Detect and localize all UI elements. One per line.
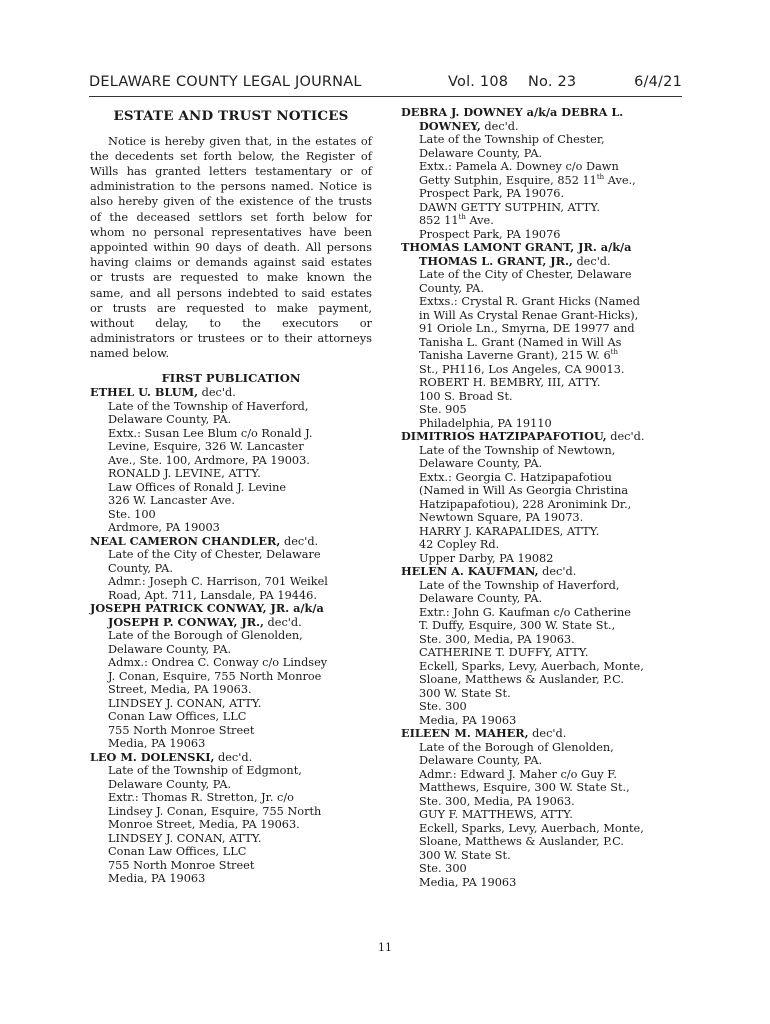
entry-line: Delaware County, PA. [108, 642, 232, 656]
entry-line: 755 North Monroe Street [108, 723, 255, 737]
entry-line: 300 W. State St. [419, 686, 511, 700]
entry-line: Ardmore, PA 19003 [108, 521, 220, 535]
entry-line: Philadelphia, PA 19110 [419, 416, 552, 430]
entry-line: Admr.: Joseph C. Harrison, 701 Weikel [108, 575, 328, 589]
entry-line: Extr.: Thomas R. Stretton, Jr. c/o [108, 791, 294, 805]
decedent-name-text: HELEN A. KAUFMAN, [401, 564, 539, 578]
entry-line: Admx.: Ondrea C. Conway c/o Lindsey [108, 656, 328, 670]
decedent-name [401, 727, 683, 741]
entry-line: Ste. 300 [419, 862, 467, 875]
decedent-name-text: DEBRA J. DOWNEY a/k/a DEBRA L. DOWNEY, [401, 105, 624, 133]
journal-header [89, 74, 682, 96]
entry-line: LINDSEY J. CONAN, ATTY. [108, 696, 262, 710]
entry-line: Delaware County, PA. [419, 592, 543, 605]
decedent-name [401, 565, 683, 579]
volume-label: Vol. 108 [448, 74, 509, 90]
entry-line: Late of the Township of Chester, [419, 133, 605, 146]
deceased-marker: dec'd. [198, 386, 236, 400]
entry-line: GUY F. MATTHEWS, ATTY. [419, 808, 573, 821]
entry-line: Extxs.: Crystal R. Grant Hicks (Named [419, 295, 640, 308]
deceased-marker: dec'd. [606, 430, 645, 443]
estate-entry [401, 727, 683, 889]
deceased-marker: dec'd. [214, 750, 253, 764]
issue-number: No. 23 [528, 74, 577, 90]
entry-line: J. Conan, Esquire, 755 North Monroe [108, 669, 322, 683]
entry-line: Getty Sutphin, Esquire, 852 11th Ave., [419, 172, 636, 187]
entry-line: Tanisha Laverne Grant), 215 W. 6th [419, 348, 618, 362]
decedent-name-text: DIMITRIOS HATZIPAPAFOTIOU, [401, 429, 607, 443]
entry-line: Street, Media, PA 19063. [108, 683, 252, 697]
entry-line: Extx.: Georgia C. Hatzipapafotiou [419, 470, 612, 484]
entry-line: Late of the Borough of Glenolden, [108, 629, 303, 643]
entry-line: Road, Apt. 711, Lansdale, PA 19446. [108, 588, 317, 602]
entry-line: Conan Law Offices, LLC [108, 710, 247, 724]
entry-line: LINDSEY J. CONAN, ATTY. [108, 831, 262, 845]
page-number: 11 [378, 941, 392, 954]
entry-line: Delaware County, PA. [419, 457, 543, 470]
entry-line: Ste. 300 [419, 700, 467, 713]
entry-line: County, PA. [419, 281, 484, 295]
entry-line: Extx.: Pamela A. Downey c/o Dawn [419, 160, 619, 173]
entry-line: RONALD J. LEVINE, ATTY. [108, 467, 261, 481]
entry-line: Admr.: Edward J. Maher c/o Guy F. [419, 767, 617, 781]
decedent-name [401, 430, 683, 444]
entry-line: Newtown Square, PA 19073. [419, 511, 584, 524]
entry-line: Prospect Park, PA 19076 [419, 227, 561, 241]
entry-line: Ste. 300, Media, PA 19063. [419, 794, 575, 808]
entry-line: Ste. 905 [419, 403, 467, 416]
intro-paragraph: Notice is hereby given that, in the estates of the decedents set forth below, the Register of Wills has granted letters testamentary or of administration to the persons named. Notice is also hereby given of the existence of the trusts of the deceased settlors set forth below for whom no personal representatives have been appointed within 90 days of death. All persons having claims or demands against said estates or trusts are requested to make known the same, and all persons indebted to said estates or trusts are requested to make payment, without delay, to the executors or administrators or trustees or to their attorneys named below. [90, 133, 372, 361]
entry-line: 852 11th Ave. [419, 213, 494, 227]
right-column [401, 106, 683, 889]
estate-entry [401, 241, 683, 430]
entry-line: Sloane, Matthews & Auslander, P.C. [419, 835, 624, 848]
entry-line: Prospect Park, PA 19076. [419, 187, 565, 200]
header-rule [89, 96, 682, 97]
entry-line: 100 S. Broad St. [419, 389, 513, 403]
entry-line: in Will As Crystal Renae Grant-Hicks), [419, 308, 639, 322]
entry-line: Delaware County, PA. [419, 754, 543, 767]
entry-line: Late of the City of Chester, Delaware [108, 548, 321, 562]
entry-line: Late of the City of Chester, Delaware [419, 268, 632, 281]
decedent-name [401, 106, 683, 133]
section-title: ESTATE AND TRUST NOTICES [113, 108, 349, 124]
deceased-marker: dec'd. [480, 119, 519, 133]
entry-line: Delaware County, PA. [419, 146, 543, 160]
entry-line: Tanisha L. Grant (Named in Will As [419, 335, 622, 349]
entry-line: Media, PA 19063 [108, 872, 206, 886]
entry-line: 755 North Monroe Street [108, 858, 255, 872]
entry-line: Late of the Borough of Glenolden, [419, 740, 614, 754]
journal-title: DELAWARE COUNTY LEGAL JOURNAL [89, 74, 362, 90]
entry-line: (Named in Will As Georgia Christina [419, 484, 629, 497]
entry-line: Conan Law Offices, LLC [108, 845, 247, 859]
entry-line: Late of the Township of Haverford, [419, 578, 620, 592]
decedent-name [401, 241, 683, 268]
entry-line: Eckell, Sparks, Levy, Auerbach, Monte, [419, 659, 644, 673]
right-entry-list [401, 106, 683, 889]
deceased-marker: dec'd. [263, 615, 302, 629]
entry-line: Late of the Township of Edgmont, [108, 764, 302, 778]
entry-line: Matthews, Esquire, 300 W. State St., [419, 781, 630, 794]
entry-line: Media, PA 19063 [419, 713, 517, 727]
entry-line: Ste. 300, Media, PA 19063. [419, 632, 575, 646]
decedent-name-text: NEAL CAMERON CHANDLER, [90, 533, 281, 548]
estate-entry [90, 535, 372, 603]
decedent-name [90, 602, 372, 629]
entry-line: Media, PA 19063 [419, 875, 517, 889]
entry-line: Hatzipapafotiou), 228 Aronimink Dr., [419, 497, 632, 511]
decedent-name [90, 751, 372, 765]
deceased-marker: dec'd. [538, 565, 577, 578]
estate-entry [90, 386, 372, 535]
entry-line: Delaware County, PA. [108, 413, 232, 427]
entry-line: 326 W. Lancaster Ave. [108, 494, 235, 508]
deceased-marker: dec'd. [528, 727, 567, 740]
estate-entry [90, 751, 372, 886]
entry-line: Sloane, Matthews & Auslander, P.C. [419, 673, 624, 686]
deceased-marker: dec'd. [280, 534, 319, 548]
entry-line: Ave., Ste. 100, Ardmore, PA 19003. [108, 453, 310, 467]
entry-line: St., PH116, Los Angeles, CA 90013. [419, 362, 625, 376]
entry-line: 42 Copley Rd. [419, 538, 500, 551]
entry-line: Eckell, Sparks, Levy, Auerbach, Monte, [419, 821, 644, 835]
decedent-name-text: EILEEN M. MAHER, [401, 726, 529, 740]
entry-line: 300 W. State St. [419, 848, 511, 862]
deceased-marker: dec'd. [572, 254, 611, 268]
decedent-name [90, 535, 372, 549]
decedent-name-text: LEO M. DOLENSKI, [90, 749, 215, 764]
entry-line: County, PA. [108, 561, 173, 575]
estate-entry [401, 106, 683, 241]
entry-line: Ste. 100 [108, 507, 156, 521]
entry-line: ROBERT H. BEMBRY, III, ATTY. [419, 376, 601, 389]
entry-line: Extx.: Susan Lee Blum c/o Ronald J. [108, 426, 313, 440]
entry-line: Levine, Esquire, 326 W. Lancaster [108, 440, 304, 454]
entry-line: DAWN GETTY SUTPHIN, ATTY. [419, 200, 600, 214]
entry-line: HARRY J. KARAPALIDES, ATTY. [419, 524, 600, 538]
decedent-name-text: ETHEL U. BLUM, [90, 385, 199, 400]
entry-line: Upper Darby, PA 19082 [419, 551, 554, 565]
entry-line: Media, PA 19063 [108, 737, 206, 751]
estate-entry [401, 565, 683, 727]
entry-line: Delaware County, PA. [108, 777, 232, 791]
publication-heading: FIRST PUBLICATION [161, 370, 301, 385]
estate-entry [401, 430, 683, 565]
entry-line: Late of the Township of Haverford, [108, 399, 309, 413]
left-entry-list [90, 386, 372, 886]
decedent-name-text: JOSEPH PATRICK CONWAY, JR. a/k/a JOSEPH P. CONWAY, JR., [90, 601, 324, 629]
entry-line: CATHERINE T. DUFFY, ATTY. [419, 646, 589, 659]
entry-line: Law Offices of Ronald J. Levine [108, 480, 287, 494]
entry-line: Monroe Street, Media, PA 19063. [108, 818, 300, 832]
entry-line: Lindsey J. Conan, Esquire, 755 North [108, 804, 322, 818]
entry-line: Late of the Township of Newtown, [419, 443, 616, 457]
left-column [90, 106, 372, 886]
estate-entry [90, 602, 372, 751]
decedent-name [90, 386, 372, 400]
decedent-name-text: THOMAS LAMONT GRANT, JR. a/k/a THOMAS L. GRANT, JR., [401, 240, 632, 268]
entry-line: T. Duffy, Esquire, 300 W. State St., [419, 619, 616, 632]
issue-date: 6/4/21 [634, 74, 682, 90]
entry-line: 91 Oriole Ln., Smyrna, DE 19977 and [419, 322, 635, 335]
entry-line: Extr.: John G. Kaufman c/o Catherine [419, 605, 631, 619]
